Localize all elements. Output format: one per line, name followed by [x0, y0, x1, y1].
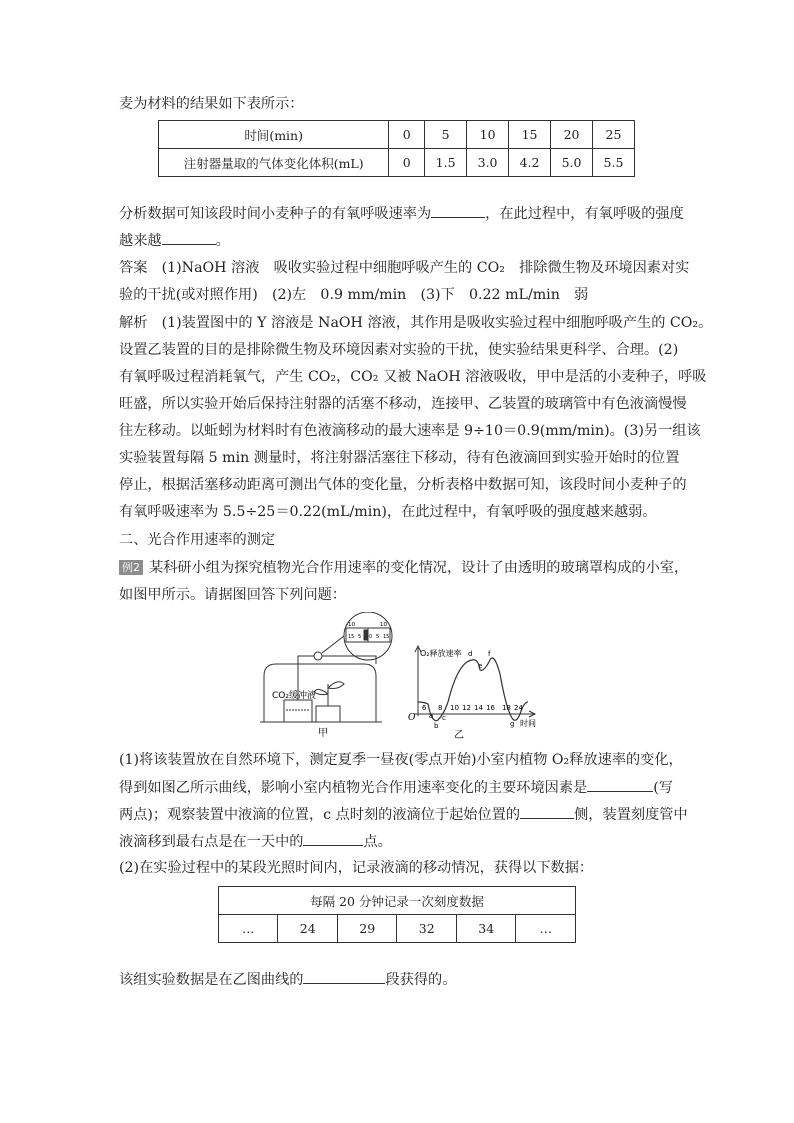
analysis-line: 旺盛，所以实验开始后保持注射器的活塞不移动，连接甲、乙装置的玻璃管中有色液滴慢慢	[119, 396, 687, 412]
answer-line-1: 答案 (1)NaOH 溶液 吸收实验过程中细胞呼吸产生的 CO₂ 排除微生物及环境因素对实	[119, 260, 690, 276]
table-cell: 10	[467, 121, 509, 149]
plant-icon	[314, 682, 344, 706]
buffer-label: CO₂缓冲液	[272, 691, 316, 701]
scale-tick: 5	[358, 634, 362, 640]
example-line-2: 如图甲所示。请据图回答下列问题：	[119, 587, 347, 603]
data-table-1	[158, 120, 635, 177]
tick-label: 10	[450, 704, 459, 712]
point-label-f: f	[488, 650, 491, 658]
tick-label: 18	[502, 704, 511, 712]
figure-diagram	[258, 612, 538, 742]
zoom-line	[322, 636, 344, 653]
scale-tick: 15	[348, 634, 355, 640]
table-cell: …	[219, 915, 278, 943]
tick-label: 16	[486, 704, 495, 712]
x-axis-label: 时间	[520, 719, 536, 728]
scale-tick: 15	[383, 634, 390, 640]
figure	[258, 612, 538, 742]
intro-text: 麦为材料的结果如下表所示：	[119, 96, 304, 112]
question-text: 两点)；观察装置中液滴的位置，c 点时刻的液滴位于起始位置的	[119, 807, 521, 823]
answer-line-2: 验的干扰(或对照作用) (2)左 0.9 mm/min (3)下 0.22 mL/min 弱	[119, 287, 589, 303]
table-cell: 34	[456, 915, 516, 943]
answer-blank	[587, 777, 653, 792]
answer-blank	[303, 969, 385, 984]
apparatus-jia	[260, 612, 392, 722]
figure-label-jia: 甲	[318, 728, 328, 739]
point-label-a: a	[429, 712, 434, 720]
question-text: ，在此过程中，有氧呼吸的强度	[485, 206, 684, 222]
point-label-e: e	[478, 662, 483, 670]
q1-line-2	[119, 777, 673, 798]
analysis-line: 有氧呼吸过程消耗氧气，产生 CO₂，CO₂ 又被 NaOH 溶液吸收，甲中是活的小麦种子，呼吸	[119, 369, 707, 385]
buffer-beaker	[284, 700, 312, 722]
table-cell: 3.0	[467, 149, 509, 177]
table-cell: 0	[389, 149, 425, 177]
question-text: 。	[215, 233, 230, 249]
table-cell: 24	[278, 915, 338, 943]
table-cell: 29	[337, 915, 397, 943]
table-cell: 1.5	[425, 149, 467, 177]
table-header: 每隔 20 分钟记录一次刻度数据	[219, 887, 576, 915]
table-cell: 4.2	[509, 149, 551, 177]
liquid-drop	[364, 630, 367, 640]
table-row	[219, 915, 576, 943]
tick-label: 24	[514, 704, 523, 712]
q2-line-1: (2)在实验过程中的某段光照时间内，记录液滴的移动情况，获得以下数据：	[119, 860, 594, 876]
tick-label: 6	[422, 704, 427, 712]
scale-label-right: 10	[380, 622, 387, 628]
question-text: 液滴移到最右点是在一天中的	[119, 834, 304, 850]
origin-label: O	[408, 713, 416, 723]
data-table-2	[218, 886, 576, 943]
analysis-line: 设置乙装置的目的是排除微生物及环境因素对实验的干扰，使实验结果更科学、合理。(2)	[119, 342, 679, 358]
o2-rate-curve	[418, 658, 528, 721]
question-line-2	[119, 230, 230, 251]
analysis-line: 往左移动。以蚯蚓为材料时有色液滴移动的最大速率是 9÷10＝0.9(mm/min)。(3)另一组该	[119, 423, 701, 439]
table-cell: 25	[593, 121, 635, 149]
answer-blank	[162, 230, 216, 245]
point-label-d: d	[468, 650, 473, 658]
answer-blank	[520, 804, 574, 819]
table-cell: 15	[509, 121, 551, 149]
point-label-b: b	[434, 722, 439, 730]
point-label-g: g	[510, 720, 515, 728]
question-text: 该组实验数据是在乙图曲线的	[119, 972, 304, 988]
scale-label-left: -10	[346, 622, 355, 628]
scale-tick: 0	[369, 634, 373, 640]
y-axis-label: O₂释放速率	[420, 649, 462, 658]
question-text: (写	[653, 780, 673, 796]
question-text: 侧，装置刻度管中	[574, 807, 688, 823]
table-header-volume: 注射器量取的气体变化体积(mL)	[159, 149, 389, 177]
example-tag: 例2	[119, 560, 143, 575]
section-heading: 二、光合作用速率的测定	[119, 532, 276, 548]
analysis-line: 有氧呼吸速率为 5.5÷25＝0.22(mL/min)，在此过程中，有氧呼吸的强度越来越弱。	[119, 504, 657, 520]
tick-label: 12	[462, 704, 471, 712]
question-text: 越来越	[119, 233, 162, 249]
example-text: 某科研小组为探究植物光合作用速率的变化情况，设计了由透明的玻璃罩构成的小室，	[149, 560, 689, 576]
tick-label: 14	[474, 704, 483, 712]
table-cell: 5.5	[593, 149, 635, 177]
figure-label-yi: 乙	[454, 730, 464, 741]
question-text: 点。	[363, 834, 392, 850]
point-label-c: c	[442, 714, 446, 722]
question-text: 得到如图乙所示曲线，影响小室内植物光合作用速率变化的主要环境因素是	[119, 780, 588, 796]
analysis-line: 实验装置每隔 5 min 测量时，将注射器活塞往下移动，待有色液滴回到实验开始时的位置	[119, 450, 680, 466]
question-line-1	[119, 203, 684, 224]
scale-magnifier-point	[314, 652, 322, 660]
question-text: 段获得的。	[385, 972, 457, 988]
q1-line-4	[119, 831, 392, 852]
example-line-1	[119, 558, 688, 578]
question-text: 分析数据可知该段时间小麦种子的有氧呼吸速率为	[119, 206, 432, 222]
table-cell: 5	[425, 121, 467, 149]
table-row	[159, 121, 635, 149]
table-cell: 5.0	[551, 149, 593, 177]
table-row	[219, 887, 576, 915]
q1-line-1: (1)将该装置放在自然环境下，测定夏季一昼夜(零点开始)小室内植物 O₂释放速率的变化，	[119, 752, 683, 768]
scale-tick: 5	[376, 634, 380, 640]
q2-line-2	[119, 969, 456, 990]
answer-blank	[431, 203, 485, 218]
table-cell: 20	[551, 121, 593, 149]
table-header-time: 时间(min)	[159, 121, 389, 149]
table-row	[159, 149, 635, 177]
table-cell: …	[516, 915, 576, 943]
plant-pot	[316, 706, 340, 722]
table-cell: 32	[397, 915, 457, 943]
analysis-line: 解析 (1)装置图中的 Y 溶液是 NaOH 溶液，其作用是吸收实验过程中细胞呼吸产生的 CO₂。	[119, 315, 713, 331]
tick-label: 8	[438, 704, 443, 712]
q1-line-3	[119, 804, 688, 825]
answer-blank	[303, 831, 363, 846]
table-cell: 0	[389, 121, 425, 149]
analysis-line: 停止，根据活塞移动距离可测出气体的变化量，分析表格中数据可知，该段时间小麦种子的	[119, 477, 687, 493]
